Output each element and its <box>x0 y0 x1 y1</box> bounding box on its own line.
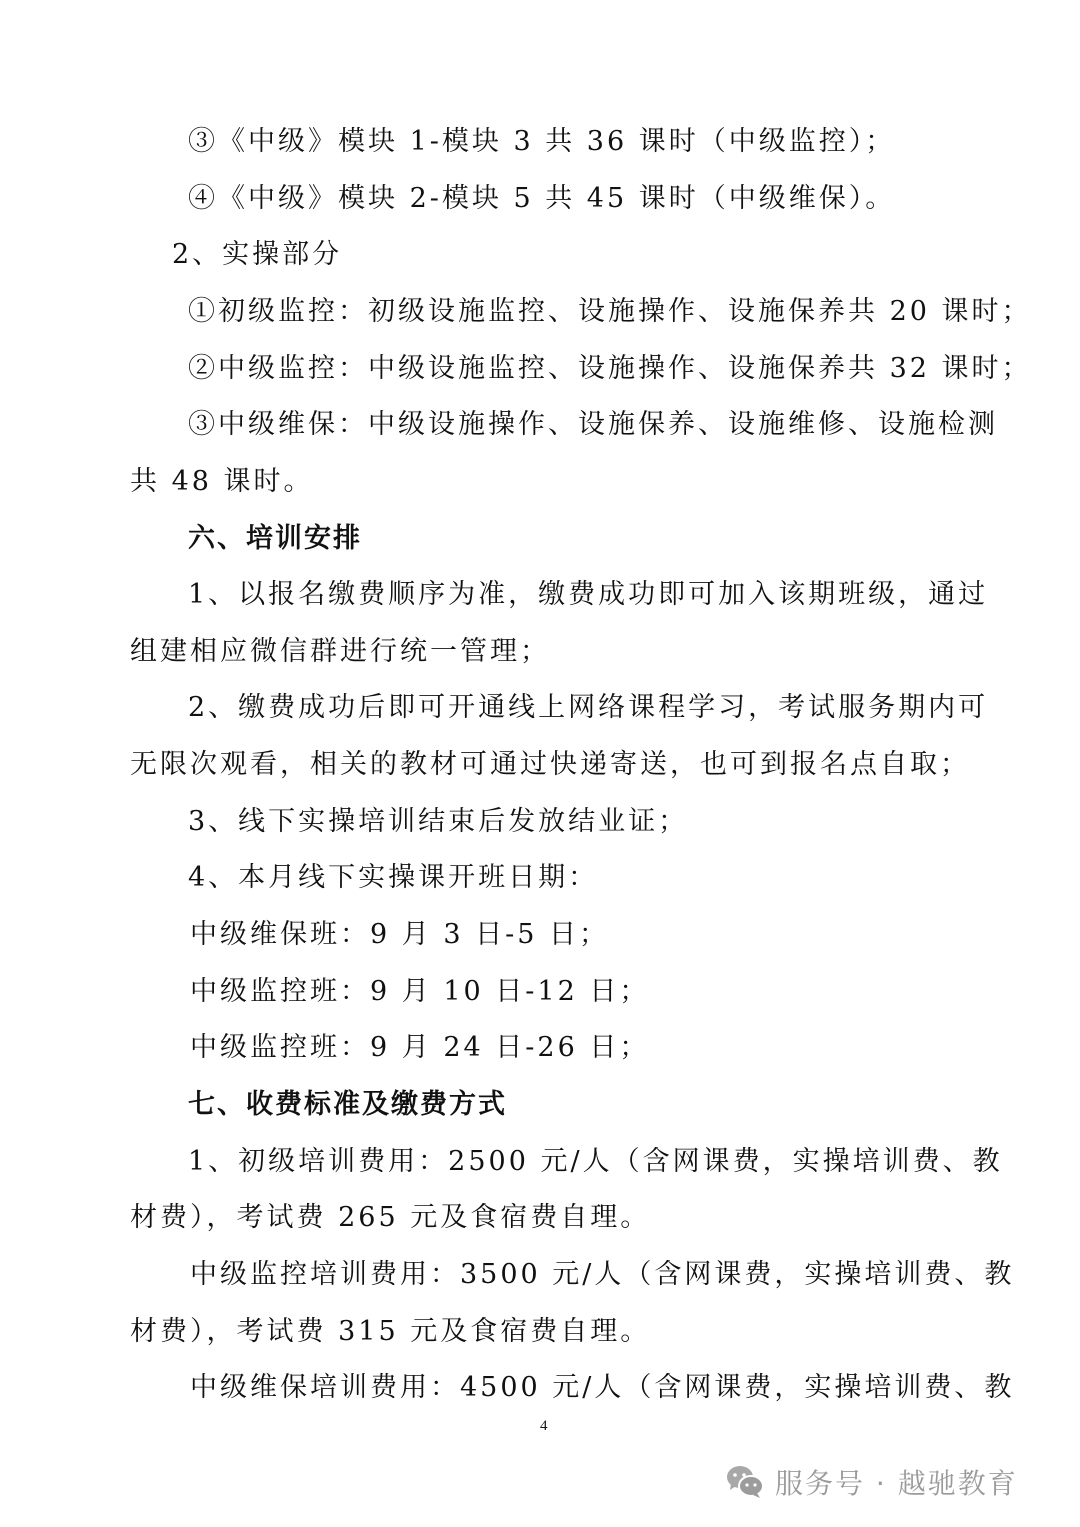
text-line: 组建相应微信群进行统一管理； <box>130 636 550 667</box>
text-line: ④《中级》模块 2-模块 5 共 45 课时（中级维保）。 <box>188 183 896 214</box>
section-heading: 七、收费标准及缴费方式 <box>188 1089 507 1120</box>
text-line: 中级监控班：9 月 24 日-26 日； <box>190 1032 650 1063</box>
text-line: ①初级监控：初级设施监控、设施操作、设施保养共 20 课时； <box>188 296 1032 327</box>
text-line: 无限次观看，相关的教材可通过快递寄送，也可到报名点自取； <box>130 749 970 780</box>
watermark <box>725 1462 1018 1502</box>
text-line: 材费），考试费 265 元及食宿费自理。 <box>130 1202 651 1233</box>
text-line: 1、初级培训费用：2500 元/人（含网课费，实操培训费、教 <box>188 1146 1003 1177</box>
text-line: 共 48 课时。 <box>130 466 314 497</box>
text-line: 2、实操部分 <box>172 239 343 270</box>
text-line: 材费），考试费 315 元及食宿费自理。 <box>130 1316 651 1347</box>
page-number: 4 <box>540 1418 548 1434</box>
text-line: 2、缴费成功后即可开通线上网络课程学习，考试服务期内可 <box>188 692 989 723</box>
watermark-text: 服务号 · 越驰教育 <box>775 1467 1018 1500</box>
text-line: 中级维保培训费用：4500 元/人（含网课费，实操培训费、教 <box>190 1372 1015 1403</box>
text-line: 1、以报名缴费顺序为准，缴费成功即可加入该期班级，通过 <box>188 579 989 610</box>
text-line: 中级维保班：9 月 3 日-5 日； <box>190 919 609 950</box>
section-heading: 六、培训安排 <box>188 523 362 554</box>
text-line: 中级监控班：9 月 10 日-12 日； <box>190 976 650 1007</box>
text-line: 中级监控培训费用：3500 元/人（含网课费，实操培训费、教 <box>190 1259 1015 1290</box>
text-line: ②中级监控：中级设施监控、设施操作、设施保养共 32 课时； <box>188 353 1032 384</box>
text-line: ③《中级》模块 1-模块 3 共 36 课时（中级监控）； <box>188 126 896 157</box>
text-line: ③中级维保：中级设施操作、设施保养、设施维修、设施检测 <box>188 409 998 440</box>
text-line: 3、线下实操培训结束后发放结业证； <box>188 806 689 837</box>
text-line: 4、本月线下实操课开班日期： <box>188 862 599 893</box>
wechat-icon <box>725 1464 765 1500</box>
